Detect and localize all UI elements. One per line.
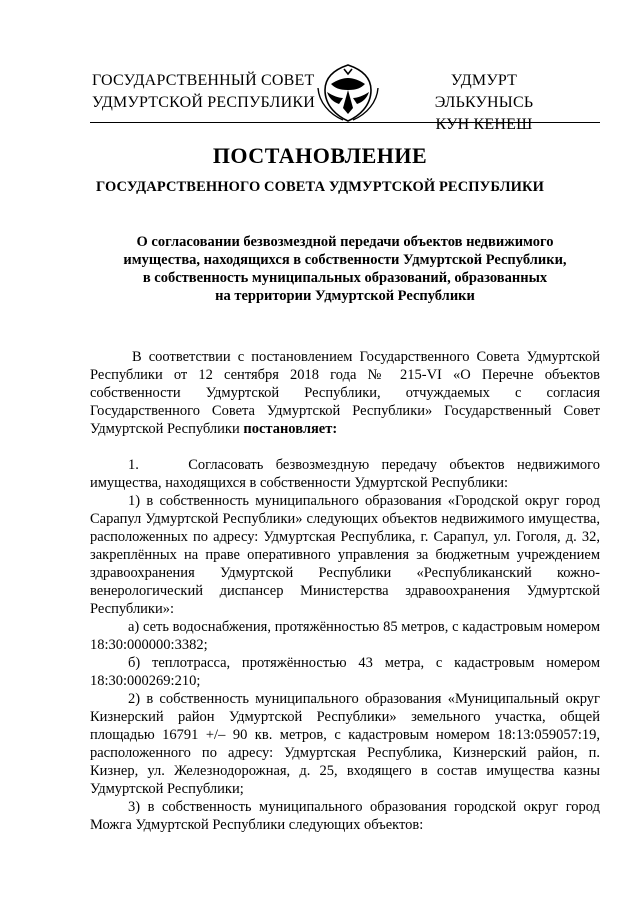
- item-1-3: 3) в собственность муниципального образования городской округ город Можга Удмуртской Республики следующих объектов:: [90, 799, 600, 833]
- letterhead-right-line1: УДМУРТ ЭЛЬКУНЫСЬ: [434, 72, 534, 111]
- letterhead-right: [404, 70, 564, 136]
- resolution-heading: [90, 233, 600, 305]
- document-subtitle: ГОСУДАРСТВЕННОГО СОВЕТА УДМУРТСКОЙ РЕСПУБЛИКИ: [96, 179, 544, 195]
- letterhead-left-line2: УДМУРТСКОЙ РЕСПУБЛИКИ: [92, 94, 315, 111]
- resolution-heading-line3: в собственность муниципальных образований, образованных: [142, 270, 548, 286]
- document-body: [90, 348, 600, 834]
- document-title: ПОСТАНОВЛЕНИЕ: [212, 143, 428, 168]
- intro-text: В соответствии с постановлением Государственного Совета Удмуртской Республики от 12 сентября 2018 года № 215-VI «О Перечне объектов собственности Удмуртской Республики, отчуждаемых с согласия Государственного Совета Удмуртской Республики» Государственный Совет Удмуртской Республики: [90, 349, 600, 437]
- item-1-2: 2) в собственность муниципального образования «Муниципальный округ Кизнерский район Удмуртской Республики» земельного участка, общей площадью 16791 +/– 90 кв. метров, с кадастровым номером 18:13:059057:19, расположенного по адресу: Удмуртская Республика, Кизнерский район, п. Кизнер, ул. Железнодорожная, д. 25, входящего в состав имущества казны Удмуртской Республики;: [90, 691, 600, 797]
- letterhead-left: [92, 70, 315, 114]
- udmurt-coat-of-arms-icon: [313, 62, 383, 124]
- item-1: 1. Согласовать безвозмездную передачу объектов недвижимого имущества, находящихся в собственности Удмуртской Республики:: [90, 457, 600, 491]
- intro-bold-text: постановляет:: [243, 421, 338, 437]
- letterhead-right-line2: КУН КЕНЕШ: [435, 116, 533, 133]
- resolution-heading-line4: на территории Удмуртской Республики: [215, 288, 475, 304]
- item-1-1-a: а) сеть водоснабжения, протяжённостью 85 метров, с кадастровым номером 18:30:000000:3382;: [90, 619, 600, 653]
- resolution-heading-line1: О согласовании безвозмездной передачи объектов недвижимого: [136, 234, 554, 250]
- letterhead-left-line1: ГОСУДАРСТВЕННЫЙ СОВЕТ: [92, 72, 315, 89]
- letterhead: [0, 68, 640, 133]
- item-1-1: 1) в собственность муниципального образования «Городской округ город Сарапул Удмуртской Республики» следующих объектов недвижимого имущества, расположенных по адресу: Удмуртская Республика, г. Сарапул, ул. Гоголя, д. 32, закреплённых на праве оперативного управления за бюджетным учреждением здравоохранения Удмуртской Республики «Республиканский кожно-венерологический диспансер Министерства здравоохранения Удмуртской Республики»:: [90, 493, 600, 617]
- intro-paragraph: [90, 348, 600, 438]
- resolution-heading-line2: имущества, находящихся в собственности Удмуртской Республики,: [123, 252, 567, 268]
- letterhead-divider: [90, 122, 600, 123]
- item-1-1-b: б) теплотрасса, протяжённостью 43 метра, с кадастровым номером 18:30:000269:210;: [90, 655, 600, 689]
